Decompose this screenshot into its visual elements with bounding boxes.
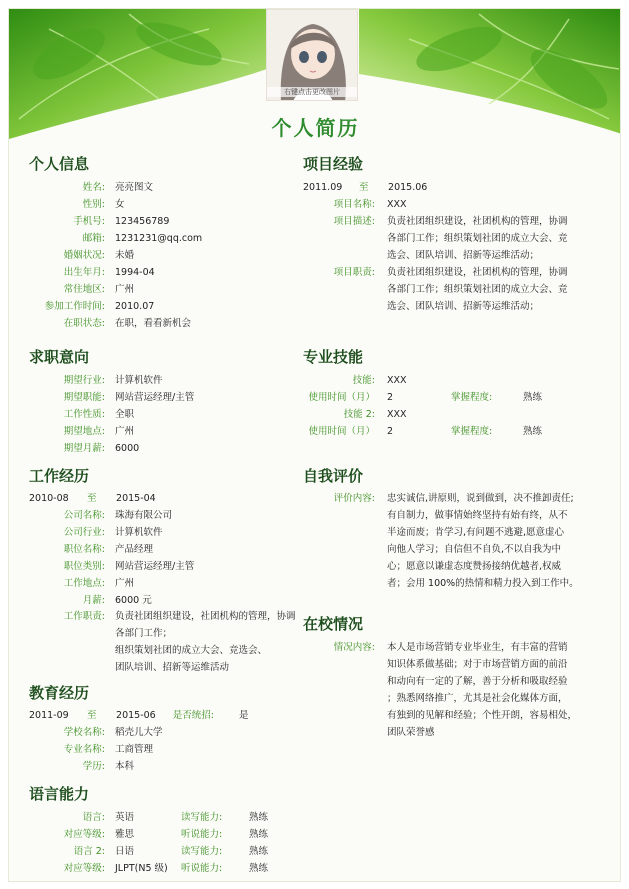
edu-item-label: 专业名称:: [63, 744, 105, 755]
profile-photo[interactable]: [266, 9, 358, 101]
work-item-value: 6000 元: [115, 595, 152, 606]
edu-unified-label: 是否统招:: [172, 710, 214, 721]
lang-label: 听说能力:: [181, 829, 223, 840]
work-start: 2010-08: [29, 493, 69, 504]
project-duty-label: 项目职责:: [333, 267, 375, 278]
lang-value: 熟练: [249, 812, 269, 823]
work-item-value: 网站营运经理/主管: [115, 561, 195, 572]
work-item-label: 工作地点:: [63, 578, 105, 589]
intent-item-value: 网站营运经理/主管: [115, 392, 195, 403]
personal-item-label: 姓名:: [82, 182, 105, 193]
personal-item-value: 在职，看看新机会: [115, 318, 192, 329]
edu-item-label: 学历:: [82, 761, 105, 772]
lang-heading: 语言能力: [29, 785, 90, 803]
lang-value: JLPT(N5 级): [115, 863, 168, 874]
text-line: 心；愿意以谦虚态度赞扬接纳优越者,权威: [387, 561, 562, 572]
personal-item-label: 在职状态:: [63, 318, 105, 329]
project-heading: 项目经验: [303, 155, 364, 173]
personal-item-value: 广州: [115, 284, 135, 295]
lang-label: 读写能力:: [181, 812, 223, 823]
intent-item-value: 广州: [115, 426, 135, 437]
text-line: 半途而废；肯学习,有问题不逃避,愿意虚心: [387, 527, 565, 538]
lang-label: 读写能力:: [181, 846, 223, 857]
edu-item-value: 本科: [115, 761, 135, 772]
edu-start: 2011-09: [29, 710, 69, 721]
work-item-label: 公司行业:: [63, 527, 105, 538]
edu-item-value: 稻壳儿大学: [115, 727, 163, 738]
personal-item-value: 1994-04: [115, 267, 155, 278]
lang-label: 语言:: [82, 812, 105, 823]
lang-label: 听说能力:: [181, 863, 223, 874]
skill-value: 熟练: [523, 392, 543, 403]
project-name-label: 项目名称:: [333, 199, 375, 210]
project-duty-text: [387, 264, 612, 315]
work-item-value: 广州: [115, 578, 135, 589]
intent-item-value: 6000: [115, 443, 140, 454]
work-item-label: 职位类别:: [63, 561, 105, 572]
text-line: 选会、团队培训、招新等运维活动；: [387, 301, 540, 312]
intent-item-label: 期望月薪:: [63, 443, 105, 454]
project-start: 2011.09: [303, 182, 343, 193]
work-period: [29, 490, 156, 507]
lang-label: 对应等级:: [63, 829, 105, 840]
personal-item-value: 1231231@qq.com: [115, 233, 203, 244]
lang-label: 语言 2:: [73, 846, 105, 857]
intent-item-value: 计算机软件: [115, 375, 163, 386]
edu-period: [29, 707, 249, 724]
lang-value: 熟练: [249, 829, 269, 840]
resume-page: [8, 8, 621, 882]
text-line: ；熟悉网络推广，尤其是社会化媒体方面，: [387, 693, 568, 704]
work-item-label: 公司名称:: [63, 510, 105, 521]
text-line: 各部门工作；: [115, 628, 173, 639]
self-eval-label: 评价内容:: [333, 493, 375, 504]
project-desc-label: 项目描述:: [333, 216, 375, 227]
edu-unified-value: 是: [239, 710, 249, 721]
intent-item-label: 工作性质:: [63, 409, 105, 420]
work-end: 2015-04: [116, 493, 156, 504]
text-line: 知识体系做基础；对于市场营销方面的前沿: [387, 659, 568, 670]
lang-label: 对应等级:: [63, 863, 105, 874]
campus-heading: 在校情况: [303, 615, 364, 633]
work-duty-label: 工作职责:: [63, 611, 105, 622]
work-heading: 工作经历: [29, 467, 90, 485]
text-line: 有自制力，做事情始终坚持有始有终，从不: [387, 510, 568, 521]
work-item-value: 计算机软件: [115, 527, 163, 538]
lang-value: 日语: [115, 846, 135, 857]
work-item-value: 珠海有限公司: [115, 510, 173, 521]
text-line: 选会、团队培训、招新等运维活动；: [387, 250, 540, 261]
lang-value: 英语: [115, 812, 135, 823]
lang-value: 雅思: [115, 829, 135, 840]
text-line: 和动向有一定的了解，善于分析和吸取经验: [387, 676, 568, 687]
edu-heading: 教育经历: [29, 684, 90, 702]
edu-item-value: 工商管理: [115, 744, 154, 755]
skill-value: XXX: [387, 375, 407, 386]
text-line: 负责社团组织建设，社团机构的管理，协调: [387, 216, 568, 227]
skill-label: 使用时间（月）: [308, 392, 375, 403]
personal-item-label: 参加工作时间:: [44, 301, 105, 312]
text-line: 各部门工作；组织策划社团的成立大会、竞: [387, 233, 568, 244]
text-line: 团队荣誉感: [387, 727, 435, 738]
self-eval-heading: 自我评价: [303, 467, 364, 485]
personal-item-label: 手机号:: [73, 216, 105, 227]
skill-label: 技能:: [352, 375, 375, 386]
lang-value: 熟练: [249, 846, 269, 857]
self-eval-text: [387, 490, 612, 592]
work-item-label: 职位名称:: [63, 544, 105, 555]
edu-end: 2015-06: [116, 710, 156, 721]
personal-item-value: 123456789: [115, 216, 170, 227]
personal-item-value: 亮亮图文: [115, 182, 154, 193]
work-to: 至: [87, 493, 97, 504]
work-item-value: 产品经理: [115, 544, 154, 555]
personal-item-label: 性别:: [82, 199, 105, 210]
text-line: 组织策划社团的成立大会、竞选会、: [115, 645, 268, 656]
campus-label: 情况内容:: [333, 642, 375, 653]
skill-label: 技能 2:: [343, 409, 375, 420]
personal-item-value: 女: [115, 199, 125, 210]
lang-value: 熟练: [249, 863, 269, 874]
personal-item-label: 出生年月:: [63, 267, 105, 278]
skill-value: 熟练: [523, 426, 543, 437]
photo-caption: 右键点击更改图片: [267, 87, 357, 97]
text-line: 团队培训、招新等运维活动: [115, 662, 230, 673]
skill-label: 使用时间（月）: [308, 426, 375, 437]
text-line: 向他人学习；自信但不自负,不以自我为中: [387, 544, 562, 555]
skill-label: 掌握程度:: [451, 392, 493, 403]
project-desc-text: [387, 213, 612, 264]
text-line: 忠实诚信,讲原则，说到做到，决不推卸责任;: [387, 493, 574, 504]
edu-to: 至: [87, 710, 97, 721]
project-to: 至: [359, 182, 369, 193]
skill-value: 2: [387, 392, 394, 403]
personal-heading: 个人信息: [29, 155, 90, 173]
intent-item-label: 期望行业:: [63, 375, 105, 386]
campus-text: [387, 639, 612, 741]
text-line: 者；会用 100%的热情和精力投入到工作中。: [387, 578, 579, 589]
text-line: 本人是市场营销专业毕业生，有丰富的营销: [387, 642, 568, 653]
text-line: 负责社团组织建设，社团机构的管理，协调: [387, 267, 568, 278]
personal-item-label: 邮箱:: [82, 233, 105, 244]
work-duty-text: [115, 608, 305, 676]
personal-item-label: 常住地区:: [63, 284, 105, 295]
work-item-label: 月薪:: [82, 595, 105, 606]
personal-item-label: 婚姻状况:: [63, 250, 105, 261]
skill-value: 2: [387, 426, 394, 437]
text-line: 有独到的见解和经验；个性开朗，容易相处，: [387, 710, 578, 721]
text-line: 负责社团组织建设，社团机构的管理，协调: [115, 611, 296, 622]
resume-title: 个人简历: [271, 116, 360, 140]
edu-item-label: 学校名称:: [63, 727, 105, 738]
project-end: 2015.06: [388, 182, 428, 193]
intent-heading: 求职意向: [29, 348, 90, 366]
personal-item-value: 未婚: [115, 250, 135, 261]
intent-item-label: 期望职能:: [63, 392, 105, 403]
intent-item-value: 全职: [115, 409, 135, 420]
text-line: 各部门工作；组织策划社团的成立大会、竞: [387, 284, 568, 295]
personal-item-value: 2010.07: [115, 301, 155, 312]
skills-heading: 专业技能: [303, 348, 364, 366]
skill-label: 掌握程度:: [451, 426, 493, 437]
skill-value: XXX: [387, 409, 407, 420]
intent-item-label: 期望地点:: [63, 426, 105, 437]
project-period: [303, 179, 427, 196]
project-name-value: XXX: [387, 199, 407, 210]
